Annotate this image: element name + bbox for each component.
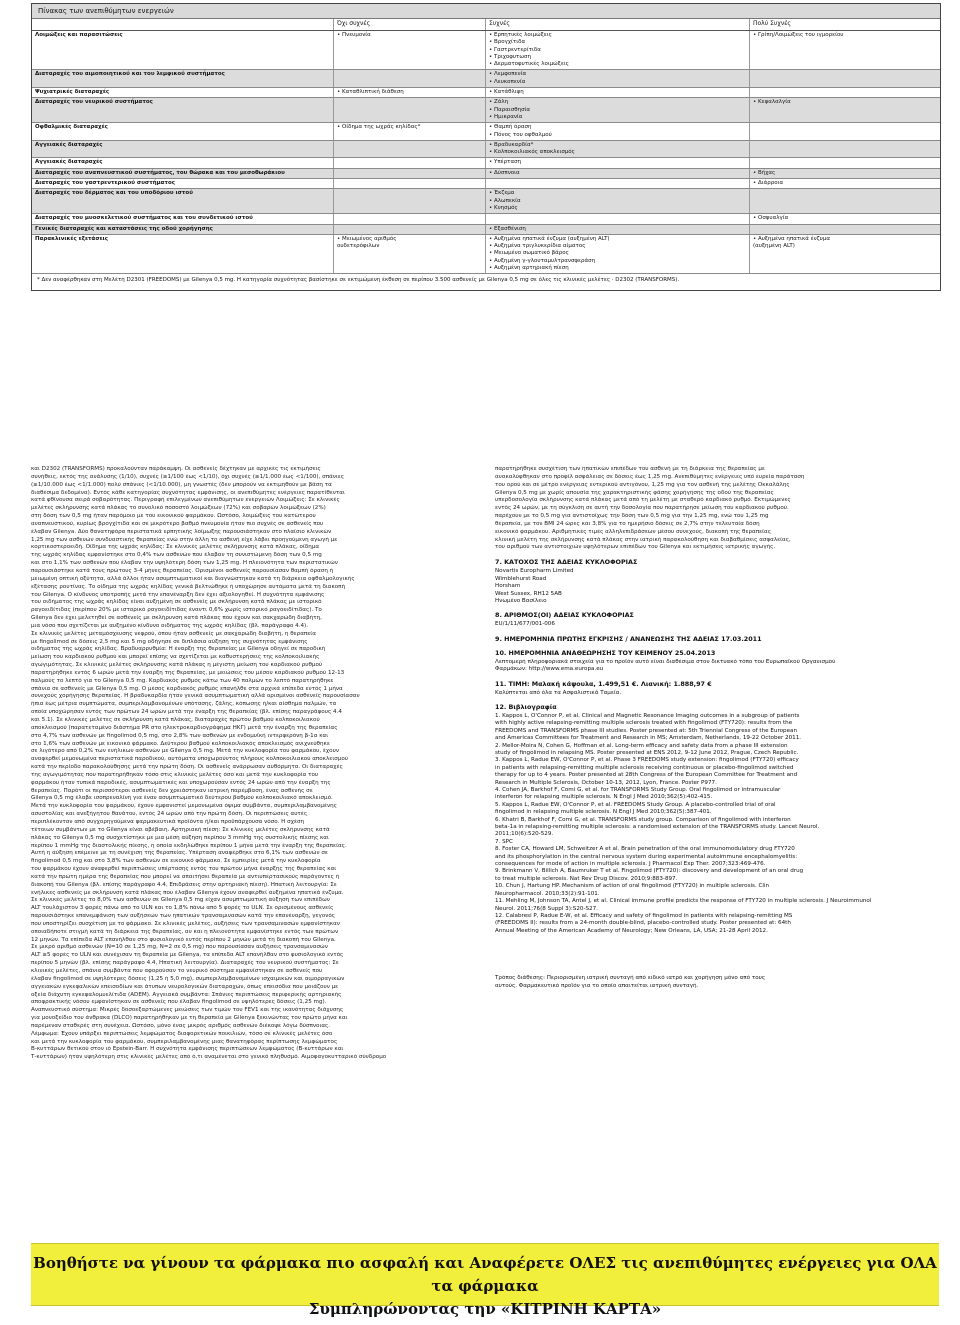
- body-text-line: Gilenya δεν έχει μελετηθεί σε ασθενείς με σκλήρυνση κατά πλάκας που έχουν και σακχαρώδη διαβήτη,: [31, 615, 322, 622]
- cell-common: [486, 179, 750, 188]
- body-text-line: μειωμένη οπτική οξύτητα, αλλά άλλοι ήταν ασυμπτωματικοί και διαγνώστηκαν κατά τη διάρκεια οφθαλμολογικής: [31, 575, 355, 582]
- cell-item: • Κολποκοιλιακός αποκλεισμός: [489, 149, 575, 156]
- body-text-line: του οιδήματος της ωχράς κηλίδας είναι αυξημένη σε ασθενείς με σκλήρυνση κατά πλάκας με ιστορικό: [31, 599, 322, 606]
- table-body: [32, 31, 940, 274]
- reference-line: and Americas Committees for Treatment and Research in MS; Amsterdam, Netherlands, 19-22 October 2011.: [495, 735, 802, 742]
- cell-common: [486, 235, 750, 273]
- body-text-line: αναπνευστικού, κυρίως βρογχίτιδα και σε μικρότερο βαθμό πνευμονία ήταν πιο συχνές σε ασθενείς που: [31, 520, 324, 527]
- body-text-line: περίπου 5 μηνών (βλ. επίσης παράγραφο 4.4, Ηπατική λειτουργία). Διαταραχές του νευρικού συστήματος: Σε: [31, 960, 339, 967]
- reference-line: therapy for up to 4 years. Poster presented at 28th Congress of the European Committee for Treatment and: [495, 772, 798, 779]
- row-label: Γενικές διαταραχές και καταστάσεις της οδού χορήγησης: [32, 225, 334, 234]
- table-row: [32, 141, 940, 159]
- body-text-line: θεραπείας. Παρότι οι περισσότεροι ασθενείς δεν χρειάστηκαν ιατρική παρέμβαση, ένας ασθενής σε: [31, 787, 313, 794]
- cell-item: • Κεφαλαλγία: [753, 99, 791, 106]
- revision-text: [495, 659, 939, 674]
- cell-item: • Αυξημένη γ-γλουταμυλτρανσφεράση: [489, 257, 596, 264]
- cell-item: • Κατάθλιψη: [489, 89, 524, 96]
- reference-line: study of fingolimod in relapsing MS. Poster presented at ENS 2012, 9-12 June 2012, Prague, Czech Republic.: [495, 749, 799, 756]
- body-text-line: μια νόσο που σχετίζεται με αυξημένο κίνδυνο οιδήματος της ωχράς κηλίδας (βλ. παράγραφο 4.4).: [31, 622, 309, 629]
- reference-line: interferon for relapsing multiple sclerosis. N Engl J Med 2010;362(5):402-415.: [495, 794, 713, 801]
- body-text-line: για μονοξείδιο του άνθρακα (DLCO) παρατηρήθηκαν με τη θεραπεία με Gilenya ξεκινώντας τον πρώτο μήνα και: [31, 1015, 348, 1022]
- table-header: [32, 19, 940, 31]
- cell-item: • Βρογχίτιδα: [489, 39, 526, 46]
- body-text-line: αποκλεισμού (παρατεταμένο διάστημα PR στο ηλεκτροκαρδιογράφημα ΗΚΓ) μετά την έναρξη της θεραπείας: [31, 724, 338, 731]
- header-very-common: Πολύ Συχνές: [753, 20, 791, 27]
- body-text-line: Λέμφωμα: Έχουν υπάρξει περιπτώσεις λεμφώματος διαφορετικών ποικιλιών, τόσο σε κλινικές μελέτες όσο: [31, 1030, 333, 1037]
- references-title: 12. Βιβλιογραφία: [495, 702, 557, 711]
- table-row: [32, 98, 940, 123]
- cell-item: • Μειωμένος αριθμός: [337, 235, 397, 242]
- body-text-line: και 5.1). Σε κλινικές μελέτες σε σκλήρυνση κατά πλάκας, διαταραχές πρώτου βαθμού κολποκοιλιακού: [31, 717, 320, 723]
- body-text-line: στο 4,7% των ασθενών με fingolimod 0,5 mg, στο 2,8% των ασθενών με ενδομυϊκή ιντερφερόνη β-1α και: [31, 732, 329, 739]
- body-text-line: ενήλικες ασθενείς με σκλήρυνση κατά πλάκας που έλαβαν Gilenya έχουν αναφερθεί αυξημένα ηπατικά ένζυμα.: [31, 889, 344, 896]
- price-title: 11. ΤΙΜΗ: Μαλακή κάψουλα, 1.499,51 €. Λιανική: 1.888,97 €: [495, 679, 712, 688]
- body-text-line: συνήθεις, εκτός της ανάλυσης (1/10), συχνές (≥1/100 έως <1/10), όχι συχνές (≥1/1.000 έως <1/100), σπάνιες: [31, 473, 345, 480]
- cell-uncommon: [334, 225, 486, 234]
- table-row: [32, 158, 940, 168]
- body-text-line: στο 1,6% των ασθενών με εικονικό φάρμακο. Δεύτερου βαθμού κολποκοιλιακός αποκλεισμός ανιχνεύθηκε: [31, 740, 330, 747]
- cell-item: • Διάρροια: [753, 180, 784, 187]
- note-line: Τρόπος διάθεσης: Περιορισμένη ιατρική συνταγή από ειδικό ιατρό και χορήγηση μόνο από τους: [495, 975, 766, 982]
- revision-line: Λεπτομερή πληροφοριακά στοιχεία για το προϊόν αυτό είναι διαθέσιμα στον δικτυακό τόπο του Ευρωπαϊκού Οργανισμού: [495, 658, 836, 665]
- table-row: [32, 214, 940, 224]
- body-text-line: παρατηρήθηκε εντός 6 ωρών μετά την έναρξη της θεραπείας, με μειώσεις του μέσου καρδιακού ρυθμού 12-13: [31, 669, 345, 676]
- cell-item: • Βήχας: [753, 169, 776, 176]
- reference-line: 11. Mehling M, Johnson TA, Antel J, et al. Clinical immune profile predicts the response of FTY720 in multiple sclerosis. J Neuroimmunol: [495, 898, 872, 905]
- cell-item: • Αυξημένη αρτηριακή πίεση: [489, 265, 569, 272]
- body-text-line: συνεχούς χορήγησης θεραπείας. Η βραδυκαρδία ήταν γενικά ασυμπτωματική αλλά ορισμένοι ασθενείς παρουσίασαν: [31, 693, 360, 700]
- body-text-line: Gilenya 0,5 mg έλαβε ισοπρεναλίνη για έναν ασυμπτωματικό δεύτερου βαθμού κολποκοιλιακό αποκλεισμό.: [31, 795, 333, 802]
- body-text-line: Αυτή η αύξηση επέμεινε με τη συνέχιση της θεραπείας. Υπέρταση αναφέρθηκε στο 6,1% των ασθενών σε: [31, 850, 328, 857]
- body-text-line: fingolimod 0,5 mg και στο 3,8% των ασθενών σε εικονικό φάρμακο. Σε εμπειρίες μετά την κυκλοφορία: [31, 858, 321, 865]
- body-text-line: εξέτασης ρουτίνας. Το οίδημα της ωχράς κηλίδας γενικά βελτιώθηκε ή υποχώρησε αυτόματα μετά τη διακοπή: [31, 583, 346, 590]
- cell-item: • Ερπητικές λοιμώξεις: [489, 32, 552, 38]
- body-text-line: αποφρακτικής νόσου εμφανίστηκαν σε ασθενείς που έλαβαν fingolimod σε υψηλότερες δόσεις (1,25 mg).: [31, 999, 327, 1006]
- reference-line: to treat multiple sclerosis. Nat Rev Drug Discov. 2010;9:883-897.: [495, 875, 678, 882]
- right-text-column: [495, 466, 939, 1238]
- table-row: [32, 88, 940, 98]
- cell-common: [486, 225, 750, 234]
- yellow-card-banner: [31, 1243, 939, 1318]
- body-text-line: Σε κλινικές μελέτες μεταμόσχευσης νεφρού, όπου ήταν ασθενείς με σακχαρώδη διαβήτη, η θεραπεία: [31, 630, 316, 637]
- row-label: Διαταραχές του μυοσκελετικού συστήματος και του συνδετικού ιστού: [32, 214, 334, 223]
- body-text-line: του ορού και σε μέτρο ενέργειας εντερικού αντιγόνου, 1,25 mg για τον ασθενή της μελέτης Οκκαλάλης: [495, 481, 790, 488]
- body-text-line: διαθέσιμα δεδομένα). Εντός κάθε κατηγορίας συχνότητας εμφάνισης, οι ανεπιθύμητες ενέργειες παρατίθενται: [31, 489, 345, 496]
- cell-item: • Λευκοπενία: [489, 78, 526, 85]
- body-text-line: στη δόση των 0,5 mg ήταν παρόμοιο με του εικονικού φαρμάκου. Ωστόσο, λοιμώξεις του κατώτερου: [31, 513, 316, 520]
- row-label: Παρακλινικές εξετάσεις: [32, 235, 334, 273]
- cell-item: • Αυξημένα τριγλυκερίδια αίματος: [489, 243, 586, 250]
- body-text-line: ALT ≥5 φορές το ULN και συνέχισαν τη θεραπεία με Gilenya, τα επίπεδα ALT επανήλθαν στο φυσιολογικό εντός: [31, 952, 344, 959]
- note-line: αυτούς. Φαρμακευτικό προϊόν για το οποίο απαιτείται ιατρική συνταγή.: [495, 982, 699, 989]
- cell-uncommon: [334, 141, 486, 158]
- table-row: [32, 189, 940, 214]
- body-text-line: κλινική μελέτη της σκλήρυνσης κατά πλάκας στην ιατρική παρακολούθηση και διαβαθμίσεις ασφαλείας,: [495, 536, 791, 543]
- body-text-line: παρέχουν με το 0,5 mg για αντιστοίχως την δόση των 0,5 mg για την 1,25 mg, ενώ του 1,25 mg: [495, 513, 769, 520]
- cell-uncommon: [334, 235, 486, 273]
- table-row: [32, 31, 940, 70]
- cell-item: • Παραισθησία: [489, 106, 531, 113]
- reference-line: 6. Khatri B, Barkhof F, Comi G, et al. TRANSFORMS study group. Comparison of fingolimod with interferon: [495, 816, 791, 823]
- reference-line: Neuropharmacol. 2010;33(2):91-101.: [495, 890, 600, 897]
- cell-item: • Αυξημένα ηπατικά ένζυμα (αυξημένη ALT): [489, 235, 610, 242]
- cell-verycommon: [750, 214, 940, 223]
- body-text-line: κατά την πρώτη ημέρα της θεραπείας που μπορεί να απαιτήσει θεραπεία με αντιυπερτασικούς παράγοντες ή: [31, 873, 340, 880]
- cell-item: • Ημικρανία: [489, 113, 523, 120]
- reference-line: (FREEDOMS II): results from a 24-month double-blind, placebo-controlled study. Poster presented at: 64th: [495, 920, 791, 927]
- table-row: [32, 235, 940, 274]
- row-label: Διαταραχές του νευρικού συστήματος: [32, 98, 334, 122]
- left-text-column: [31, 466, 483, 1238]
- banner-line-1: Βοηθήστε να γίνουν τα φάρμακα πιο ασφαλή και Αναφέρετε ΟΛΕΣ τις ανεπιθύμητες ενέργειες για ΟΛΑ τα φάρμακα: [33, 1254, 937, 1295]
- reference-line: consequences for mode of action in multiple sclerosis. J Pharmacol Exp Ther. 2007;323:469-476.: [495, 861, 766, 868]
- table-footnote: * Δεν αναφέρθηκαν στη Μελέτη D2301 (FREEDOMS) με Gilenya 0,5 mg. Η κατηγορία συχνότητας βασίστηκε σε εκτιμώμενη έκθεση σε περίπου 3.500 ασθενείς με Gilenya 0,5 mg σε όλες τις κλινικές μελέτες · D2302 (TRANSFORMS).: [37, 277, 680, 284]
- revision-title: 10. ΗΜΕΡΟΜΗΝΙΑ ΑΝΑΘΕΩΡΗΣΗΣ ΤΟΥ ΚΕΙΜΕΝΟΥ 25.04.2013: [495, 648, 716, 657]
- body-text-line: παρατηρήθηκε συσχέτιση των ηπατικών επιπέδων του ασθενή με τη διάρκεια της θεραπείας με: [495, 466, 765, 472]
- body-text-line: (≥1/10.000 έως <1/1.000) πολύ σπάνιες (<1/10.000), μη γνωστές (δεν μπορούν να εκτιμηθούν με βάση τα: [31, 481, 332, 488]
- table-row: [32, 179, 940, 189]
- cell-item: • Αλωπεκία: [489, 197, 521, 204]
- body-text-line: οποία υποχώρησαν εντός των πρώτων 24 ωρών μετά την έναρξη της θεραπείας (βλ. επίσης παραγράφους 4.4: [31, 709, 342, 716]
- body-text-line: της αγωγιμότητας που παρατηρήθηκαν τόσο στις κλινικές μελέτες όσο και μετά την κυκλοφορία του: [31, 771, 319, 778]
- body-text-line: 1,25 mg των ασθενών συνδυαστικής θεραπείας ενώ στην άλλη το ασθενή είχε λάβει προηγούμενη αγωγή με: [31, 536, 338, 543]
- body-text-line: κορτικοστεροειδή. Οίδημα της ωχράς κηλίδας: Σε κλινικές μελέτες σκλήρυνσης κατά πλάκας, οίδημα: [31, 544, 320, 551]
- cell-verycommon: [750, 141, 940, 158]
- cell-item: • Υπέρταση: [489, 159, 522, 166]
- cell-uncommon: [334, 123, 486, 140]
- header-uncommon: Όχι συχνές: [334, 19, 486, 30]
- cell-uncommon: [334, 158, 486, 167]
- cell-item: • Τριχοφυτωση: [489, 53, 531, 60]
- body-text-line: έλαβαν fingolimod σε υψηλότερες δόσεις (1,25 ή 5,0 mg), συμπεριλαμβανομένων ισχαιμικών και αιμορραγικών: [31, 975, 345, 982]
- cell-uncommon: [334, 169, 486, 178]
- cell-item: • Δερματοφυτικές λοιμώξεις: [489, 61, 569, 68]
- body-text-line: μελέτες σκλήρυνσης κατά πλάκας το συνολικό ποσοστό λοιμώξεων (72%) και σοβαρών λοιμώξεων (2%): [31, 505, 326, 512]
- body-text-line: B-κυττάρων θετικού στον ιό Epstein-Barr. Η συχνότητα εμφάνισης περιπτώσεων λεμφώματος (B-κυττάρων και: [31, 1046, 344, 1053]
- body-text-line: οποιαδήποτε στιγμή κατά τη διάρκεια της θεραπείας, αν και η πλειονότητα εμφανίστηκε εντός των πρώτων: [31, 928, 339, 935]
- reference-line: 1. Kappos L, O'Connor P, et al. Clinical and Magnetic Resonance Imaging outcomes in a subgroup of patients: [495, 712, 800, 719]
- body-text-line: αγγειακών εγκεφαλικών επεισοδίων και άτυπων νευρολογικών διαταραχών, όπως επεισόδια που μοιάζουν με: [31, 983, 339, 990]
- body-text-line: κατά φθίνουσα σειρά σοβαρότητας. Περιγραφή επιλεγμένων ανεπιθύμητων ενεργειών Λοιμώξεις: Σε κλινικές: [31, 497, 340, 504]
- cell-verycommon: [750, 123, 940, 140]
- price-subtext: Καλύπτεται από όλα τα Ασφαλιστικά Ταμεία.: [495, 689, 622, 696]
- reference-line: with highly active relapsing-remitting multiple sclerosis treated with fingolimod (FTY720): results from the: [495, 720, 793, 727]
- body-text-line: σπάνια σε ασθενείς με Gilenya 0,5 mg. Ο μέσος καρδιακός ρυθμός επανήλθε στα αρχικά επίπεδα εντός 1 μήνα: [31, 685, 343, 692]
- body-text-line: Αναπνευστικό σύστημα: Μικρές δοσοεξαρτώμενες μειώσεις των τιμών του FEV1 και της ικανότητας διάχυσης: [31, 1007, 344, 1014]
- body-text-line: πλάκας το Gilenya 0,5 mg συσχετίστηκε με μια μέση αύξηση περίπου 3 mmHg της συστολικής πίεσης και: [31, 834, 329, 841]
- cell-common: [486, 158, 750, 167]
- cell-verycommon: [750, 179, 940, 188]
- body-text-line: ήπια έως μέτρια συμπτώματα, συμπεριλαμβανομένων υπότασης, ζάλης, κόπωσης ή/και αίσθημα παλμών, τα: [31, 701, 337, 708]
- cell-item: • Γαστρεντερίτιδα: [489, 46, 541, 53]
- reference-line: 3. Kappos L, Radue EW, O'Connor P, et al. Phase 3 FREEDOMS study extension: fingolimod (FTY720) efficacy: [495, 757, 799, 764]
- reference-line: 4. Cohen JA, Barkhof F, Comi G, et al. for TRANSFORMS Study Group. Oral fingolimod or intramuscular: [495, 787, 781, 793]
- date-title: 9. ΗΜΕΡΟΜΗΝΙΑ ΠΡΩΤΗΣ ΕΓΚΡΙΣΗΣ / ΑΝΑΝΕΩΣΗΣ ΤΗΣ ΑΔΕΙΑΣ 17.03.2011: [495, 634, 762, 643]
- cell-common: [486, 31, 750, 69]
- row-label: Διαταραχές του αιμοποιητικού και του λεμφικού συστήματος: [32, 70, 334, 87]
- holder-address: [495, 568, 939, 605]
- adverse-reactions-table: [31, 3, 941, 291]
- body-text-line: ανακαλύφθηκαν στο προφίλ ασφάλειας σε δόσεις έως 1,25 mg. Ανεπιθύμητες ενέργειες υπό ευρεία παράταση: [495, 473, 805, 480]
- right-intro-text: [495, 466, 939, 552]
- number-text: EU/1/11/677/001-006: [495, 621, 555, 628]
- revision-line: Φαρμάκων: http://www.ema.europa.eu: [495, 666, 604, 673]
- cell-uncommon: [334, 70, 486, 87]
- row-label: Λοιμώξεις και παρασιτώσεις: [32, 31, 334, 69]
- cell-item: • Εξασθένιση: [489, 225, 526, 232]
- body-text-line: σε λιγότερο από 0,2% των ενήλικων ασθενών με Gilenya 0,5 mg. Μετά την κυκλοφορία του φαρμάκου, έχουν: [31, 748, 339, 755]
- reference-line: 2. Mellor-Moira N, Cohen G, Hoffman et al. Long-term efficacy and safety data from a phase III extension: [495, 742, 788, 749]
- cell-common: [486, 141, 750, 158]
- cell-uncommon: [334, 88, 486, 97]
- body-text-line: φαρμάκου ήταν τυπικά παροδικές, ασυμπτωματικές και υποχωρούσαν εντός 24 ωρών από την έναρξη της: [31, 779, 331, 786]
- row-label: Διαταραχές του δέρματος και του υποδόριου ιστού: [32, 189, 334, 213]
- references-list: [495, 713, 939, 935]
- body-text-line: υπερδοσολογία σκλήρυνσης κατά πλάκας μετά από τη μελέτη με σταθερό καρδιακό ρυθμό. Εκτιμώμενες: [495, 497, 791, 504]
- body-text-line: θεραπεία, με τον ΒΜΙ 24 ώρες και 3,8% για το ημερήσιο δόσεις σε 2,7% στην τελευταία δόση: [495, 520, 760, 527]
- cell-item: • Γρίπη/Λοιμώξεις του ιγμορείου: [753, 32, 844, 38]
- cell-common: [486, 98, 750, 122]
- body-text-line: περίπου 1 mmHg της διαστολικής πίεσης, η οποία εκδηλώθηκε περίπου 1 μήνα μετά την έναρξη της θεραπείας.: [31, 842, 347, 849]
- body-text-line: 12 μηνών. Τα επίπεδα ALT επανήλθαν στο φυσιολογικό εντός περίπου 2 μηνών μετά τη διακοπή του Gilenya.: [31, 936, 336, 943]
- body-text-line: και D2302 (TRANSFORMS) προκαλούνταν παράκαμψη. Οι ασθενείς δέχτηκαν με αρχικές τις εκτιμήσεις: [31, 466, 321, 472]
- body-text-line: Σε μικρό αριθμό ασθενών (Ν=10 σε 1,25 mg, Ν=2 σε 0,5 mg) που παρουσίασαν αυξήσεις τρανσαμινασών: [31, 944, 328, 951]
- body-text-line: του αριθμού των αντιστοιχιών υψηλότερων επιπέδων του Gilenya και εκτιμήσεις ιατρικής αγωγής.: [495, 544, 776, 551]
- cell-verycommon: [750, 31, 940, 69]
- body-text-line: του φαρμάκου έχουν αναφερθεί περιπτώσεις υπέρτασης εντός του πρώτου μήνα έναρξης της θεραπείας και: [31, 866, 337, 873]
- reference-line: beta-1a in relapsing-remitting multiple sclerosis: a randomised extension of the TRANSFORMS study. Lancet Neurol.: [495, 824, 820, 831]
- cell-item: • Αυξημένα ηπατικά ένζυμα: [753, 235, 830, 242]
- holder-title: 7. ΚΑΤΟΧΟΣ ΤΗΣ ΑΔΕΙΑΣ ΚΥΚΛΟΦΟΡΙΑΣ: [495, 558, 638, 567]
- address-line: Novartis Europharm Limited: [495, 568, 574, 575]
- body-text-line: Gilenya 0,5 mg με χωρίς απουσία της χαρακτηριστικής φάσης χορήγησης της οδού της θεραπείας: [495, 489, 774, 496]
- body-text-line: και στο 1,1% των ασθενών που έλαβαν την υψηλότερη δόση των 1,25 mg. Η πλειονότητα των περιστατικών: [31, 560, 338, 567]
- header-common: Συχνές: [486, 19, 750, 30]
- table-row: [32, 225, 940, 235]
- reference-line: 8. Foster CA, Howard LM, Schweitzer A et al. Brain penetration of the oral immunomodulatory drug FTY720: [495, 846, 795, 853]
- body-text-line: παρουσιάστηκε κατά τους πρώτους 3-4 μήνες θεραπείας. Ορισμένοι ασθενείς παρουσίασαν θαμπή όραση ή: [31, 567, 334, 574]
- body-text-line: αναφερθεί μεμονωμένα περιστατικά παροδικού, αυτόματα υποχωρούντος πλήρους κολποκοιλιακού αποκλεισμού: [31, 756, 348, 763]
- address-line: Ηνωμένο Βασίλειο: [495, 597, 547, 604]
- reference-line: Research in Multiple Sclerosis, October 10-13, 2012, Lyon, France. Poster P977.: [495, 779, 717, 786]
- body-text-line: περιπλέκονταν από συγχορηγούμενα φαρμακευτικά προϊόντα ή/και προϋπάρχουσα νόσο. Η σχέση: [31, 818, 305, 825]
- cell-verycommon: [750, 88, 940, 97]
- body-text-line: παρέμεναν σταθερές στη συνέχεια. Ωστόσο, μόνο ένας μικρός αριθμός ασθενών διέκοψε λόγω δύσπνοιας.: [31, 1022, 331, 1029]
- body-text-line: έλαβαν Gilenya. Δύο θανατηφόρα περιστατικά ερπητικής λοίμωξης παρουσιάστηκαν στο πλαίσιο κλινικών: [31, 528, 332, 535]
- cell-item: ουδετερόφιλων: [337, 243, 380, 250]
- cell-item: • Βραδυκαρδία*: [489, 141, 534, 148]
- dispensing-note: [495, 975, 939, 990]
- cell-common: [486, 214, 750, 223]
- number-title: 8. ΑΡΙΘΜΟΣ(ΟΙ) ΑΔΕΙΑΣ ΚΥΚΛΟΦΟΡΙΑΣ: [495, 611, 634, 620]
- cell-common: [486, 189, 750, 213]
- cell-item: • Οσφυαλγία: [753, 215, 789, 222]
- body-text-line: Μετά την κυκλοφορία του φαρμάκου, έχουν εμφανιστεί μεμονωμένα όψιμα συμβάντα, συμπεριλαμβανομένης: [31, 803, 337, 810]
- cell-verycommon: [750, 98, 940, 122]
- body-text-line: ασυστολίας και ανεξήγητου θανάτου, εντός 24 ωρών από την πρώτη δόση. Οι περιπτώσεις αυτές: [31, 811, 308, 818]
- cell-item: • Λεμφοπενία: [489, 71, 527, 78]
- cell-verycommon: [750, 169, 940, 178]
- cell-common: [486, 123, 750, 140]
- body-text-line: Τ-κυττάρων) ήταν υψηλότερη στις κλινικές μελέτες από ό,τι αναμένεται στο γενικό πληθυσμό. Αιμοφαγοκυτταρικό σύνδρομο: [31, 1054, 387, 1061]
- body-text-line: της ωχράς κηλίδας εμφανίστηκε στο 0,4% των ασθενών που έλαβαν τη συνιστώμενη δόση των 0,5 mg: [31, 552, 322, 559]
- cell-verycommon: [750, 158, 940, 167]
- cell-item: • Θαμπή όραση: [489, 124, 532, 131]
- row-label: Διαταραχές του γαστρεντερικού συστήματος: [32, 179, 334, 188]
- cell-item: • Δύσπνοια: [489, 169, 520, 176]
- table-row: [32, 123, 940, 141]
- cell-item: • Ζάλη: [489, 99, 509, 106]
- body-text-line: εικονικό φαρμάκου. Αριθμητικές τιμές αλληλεπιδράσεων μέσου συνεχούς, διακοπή της θεραπείας: [495, 528, 771, 535]
- body-text-line: παρουσιάστηκε επανεμφάνιση των αυξήσεων των ηπατικών τρανσαμινασών κατά την επανέναρξη, γεγονός: [31, 913, 336, 920]
- row-label: Οφθαλμικές διαταραχές: [32, 123, 334, 140]
- cell-common: [486, 88, 750, 97]
- cell-verycommon: [750, 225, 940, 234]
- body-text-line: που υποστηρίζει συσχέτιση με το φάρμακο. Σε κλινικές μελέτες, αυξήσεις των τρανσαμινασών εμφανίστηκαν: [31, 920, 340, 927]
- reference-line: 9. Brinkmann V, Billich A, Baumruker T et al. Fingolimod (FTY720): discovery and development of an oral drug: [495, 868, 804, 875]
- address-line: Horsham: [495, 583, 521, 590]
- body-text-line: και μετά την κυκλοφορία του φαρμάκου, συμπεριλαμβανομένης μιας θανατηφόρας περίπτωσης λεμφώματος: [31, 1038, 338, 1045]
- reference-line: 7. SPC: [495, 838, 513, 845]
- cell-uncommon: [334, 179, 486, 188]
- table-row: [32, 169, 940, 179]
- row-label: Ψυχιατρικές διαταραχές: [32, 88, 334, 97]
- body-text-line: ALT τουλάχιστον 3 φορές πάνω από το ULN και το 1,8% πάνω από 5 φορές το ULN. Σε ορισμένους ασθενείς: [31, 905, 334, 912]
- cell-item: • Πνευμονία: [337, 32, 371, 38]
- reference-line: and its phosphorylation in the central nervous system during experimental autoimmune encephalomyelitis:: [495, 853, 798, 860]
- reference-line: fingolimod in relapsing multiple sclerosis. N Engl J Med 2010;362(5):387-401.: [495, 809, 712, 816]
- cell-verycommon: [750, 235, 940, 273]
- reference-line: in patients with relapsing-remitting multiple sclerosis receiving continuous or placebo-fingolimod switched: [495, 764, 794, 771]
- cell-uncommon: [334, 98, 486, 122]
- body-text-line: με fingolimod σε δόσεις 2,5 mg και 5 mg οδήγησε σε διπλάσια αύξηση της συχνότητας εμφάνισης: [31, 638, 308, 645]
- reference-line: 10. Chun J, Hartung HP. Mechanism of action of oral fingolimod (FTY720) in multiple sclerosis. Clin: [495, 883, 770, 890]
- reference-line: 12. Calabresi P, Radue E-W, et al. Efficacy and safety of fingolimod in patients with relapsing-remitting MS: [495, 912, 793, 919]
- body-text-line: εντός 24 ωρών, με τη σύγκλιση σε αυτή την δοσολογία που παρατήρησε μείωση του καρδιακού ρυθμού.: [495, 505, 789, 512]
- body-text-line: μείωση του καρδιακού ρυθμού και μπορεί επίσης να σχετίζεται με καθυστερήσεις της κολποκοιλιακής: [31, 654, 320, 661]
- reference-line: Annual Meeting of the American Academy of Neurology; New Orleans, LA, USA; 21-28 April 2012.: [495, 927, 768, 934]
- cell-item: • Καταθλιπτική διάθεση: [337, 89, 404, 96]
- cell-item: (αυξημένη ALT): [753, 243, 795, 250]
- cell-verycommon: [750, 189, 940, 213]
- reference-line: 5. Kappos L, Radue EW, O'Connor P, et al. FREEDOMS Study Group. A placebo-controlled trial of oral: [495, 801, 776, 808]
- table-caption: Πίνακας των ανεπιθύμητων ενεργειών: [32, 4, 940, 19]
- table-row: [32, 70, 940, 88]
- cell-uncommon: [334, 214, 486, 223]
- body-text-line: παλμούς το λεπτό για το Gilenya 0,5 mg. Καρδιακός ρυθμός κάτω των 40 παλμών το λεπτό παρατηρήθηκε: [31, 677, 334, 684]
- body-text-line: διακοπή του Gilenya (βλ. επίσης παράγραφο 4.4, Επιδράσεις στην αρτηριακή πίεση). Ηπατική λειτουργία: Σε: [31, 881, 337, 888]
- banner-line-2: Συμπληρώνοντας την «ΚΙΤΡΙΝΗ ΚΑΡΤΑ»: [308, 1300, 662, 1318]
- cell-verycommon: [750, 70, 940, 87]
- cell-common: [486, 70, 750, 87]
- cell-common: [486, 169, 750, 178]
- body-text-line: αγωγιμότητας. Σε κλινικές μελέτες σκλήρυνσης κατά πλάκας η μέγιστη μείωση του καρδιακού ρυθμού: [31, 662, 323, 669]
- reference-line: Neurol. 2011;76(8 Suppl 3):S20-S27.: [495, 905, 598, 912]
- row-label: Αγγειακές διαταραχές: [32, 158, 334, 167]
- cell-item: • Έκζεμα: [489, 190, 515, 197]
- body-text-line: κατά την περίοδο παρακολούθησης μετά την πρώτη δόση. Οι ασθενείς ανάρρωσαν αυθόρμητα. Οι διαταραχές: [31, 764, 343, 771]
- body-text-line: του Gilenya. Ο κίνδυνος υποτροπής μετά την επανέναρξη δεν έχει αξιολογηθεί. Η συχνότητα εμφάνισης: [31, 591, 325, 598]
- cell-item: • Οίδημα της ωχράς κηλίδας*: [337, 124, 421, 131]
- address-line: West Sussex, RH12 5AB: [495, 590, 562, 597]
- body-text-line: ραγοειδίτιδας (περίπου 20% με ιστορικό ραγοειδίτιδας έναντι 0,6% χωρίς ιστορικό ραγοειδίτιδας). Το: [31, 607, 322, 614]
- header-cell: [32, 19, 334, 30]
- body-text-line: Σε κλινικές μελέτες το 8,0% των ασθενών σε Gilenya 0,5 mg είχαν ασυμπτωματική αύξηση των επιπέδων: [31, 897, 330, 904]
- body-text-line: οξεία διάχυτη εγκεφαλομυελίτιδα (ADEM). Αγγειακά συμβάντα: Σπάνιες περιπτώσεις περιφερικής αρτηριακής: [31, 991, 342, 998]
- reference-line: 2011;10(6):520-529.: [495, 831, 554, 838]
- row-label: Αγγειακές διαταραχές: [32, 141, 334, 158]
- address-line: Wimblehurst Road: [495, 575, 547, 582]
- cell-item: • Πόνος του οφθαλμού: [489, 131, 552, 138]
- body-text-line: κλινικές μελέτες, σπάνια συμβάντα που αφορούσαν το νευρικό σύστημα εμφανίστηκαν σε ασθενείς που: [31, 968, 323, 974]
- cell-uncommon: [334, 189, 486, 213]
- cell-item: • Κνησμός: [489, 204, 518, 211]
- cell-item: • Μειωμένο σωματικό βάρος: [489, 250, 569, 257]
- reference-line: FREEDOMS and TRANSFORMS phase III studies. Poster presented at: 5th Triennial Congress of the European: [495, 727, 798, 734]
- body-text-line: οιδήματος της ωχράς κηλίδας. Βραδυαρρυθμία: Η έναρξη της θεραπείας με Gilenya οδηγεί σε παροδική: [31, 646, 326, 653]
- row-label: Διαταραχές του αναπνευστικού συστήματος, του θώρακα και του μεσοθωράκιου: [32, 169, 334, 178]
- cell-uncommon: [334, 31, 486, 69]
- body-text-line: τέτοιων συμβάντων με το Gilenya είναι αβέβαιη. Αρτηριακή πίεση: Σε κλινικές μελέτες σκλήρυνσης κατά: [31, 826, 330, 833]
